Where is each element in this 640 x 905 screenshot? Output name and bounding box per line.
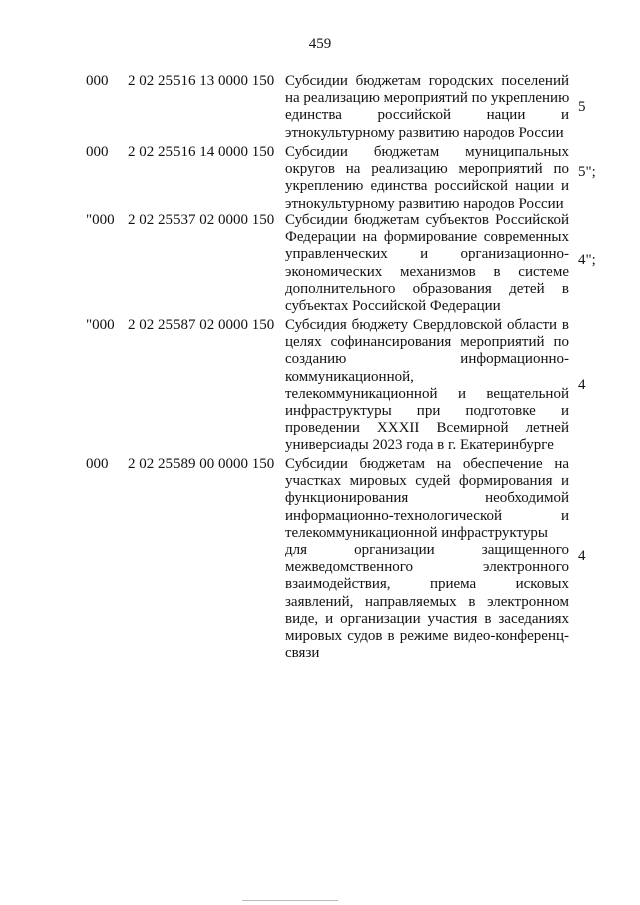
amount-value: 5 [578, 99, 586, 115]
income-name-line: субъектах Российской Федерации [285, 297, 501, 314]
income-name-line: виде, и организации участия в заседаниях [285, 610, 569, 627]
income-name-line: телекоммуникационной и вещательной [285, 385, 569, 402]
amount-value: 5"; [578, 164, 596, 180]
income-name-line: функционирования необходимой [285, 490, 569, 507]
income-name-line: Субсидии бюджетам городских поселений [285, 73, 569, 89]
amount-value: 4 [578, 548, 586, 564]
income-name-line: Субсидия бюджету Свердловской области в [285, 317, 569, 333]
income-name-line: укреплению единства российской нации и [285, 178, 569, 195]
income-name-line: Субсидии бюджетам муниципальных [285, 144, 569, 160]
income-name-line: проведении XXXII Всемирной летней [285, 420, 569, 437]
income-name-line: Субсидии бюджетам на обеспечение на [285, 456, 569, 472]
admin-code: 000 [86, 73, 109, 89]
income-name-line: информационно-технологической и [285, 507, 569, 524]
income-name-line: заявлений, направляемых в электронном [285, 593, 569, 610]
budget-classification-code: 2 02 25516 13 0000 150 [128, 73, 275, 89]
income-name-line: Федерации на формирование современных [285, 229, 569, 246]
income-name [285, 73, 569, 142]
income-name-line: взаимодействия, приема исковых [285, 576, 569, 593]
amount-value: 4"; [578, 252, 596, 268]
income-name [285, 144, 569, 213]
admin-code: "000 [86, 212, 115, 228]
income-name [285, 317, 569, 455]
budget-classification-code: 2 02 25537 02 0000 150 [128, 212, 275, 228]
amount-value: 4 [578, 377, 586, 393]
income-name-line: дополнительного образования детей в [285, 280, 569, 297]
income-name-line: участках мировых судей формирования и [285, 473, 569, 490]
income-name-line: этнокультурному развитию народов России [285, 124, 564, 141]
income-name [285, 212, 569, 315]
income-name-line: Субсидии бюджетам субъектов Российской [285, 212, 569, 228]
budget-classification-code: 2 02 25516 14 0000 150 [128, 144, 275, 160]
income-name-line: мировых судов в режиме видео-конференц- [285, 627, 569, 644]
income-name-line: инфраструктуры при подготовке и [285, 402, 569, 419]
income-name-line: созданию информационно- [285, 351, 569, 368]
scan-edge-divider [242, 900, 338, 901]
budget-classification-code: 2 02 25589 00 0000 150 [128, 456, 275, 472]
income-name [285, 456, 569, 662]
admin-code: "000 [86, 317, 115, 333]
admin-code: 000 [86, 144, 109, 160]
income-name-line: на реализацию мероприятий по укреплению [285, 90, 570, 107]
income-name-line: единства российской нации и [285, 107, 569, 124]
income-name-line: коммуникационной, [285, 368, 414, 385]
income-name-line: для организации защищенного [285, 541, 569, 558]
income-name-line: этнокультурному развитию народов России [285, 195, 564, 212]
budget-classification-code: 2 02 25587 02 0000 150 [128, 317, 275, 333]
income-name-line: экономических механизмов в системе [285, 263, 569, 280]
income-name-line: телекоммуникационной инфраструктуры [285, 524, 548, 541]
income-name-line: связи [285, 645, 320, 662]
income-name-line: целях софинансирования мероприятий по [285, 334, 569, 351]
page-number: 459 [308, 36, 332, 52]
income-name-line: округов на реализацию мероприятий по [285, 161, 569, 178]
admin-code: 000 [86, 456, 109, 472]
income-name-line: межведомственного электронного [285, 559, 569, 576]
income-name-line: управленческих и организационно- [285, 246, 569, 263]
income-name-line: универсиады 2023 года в г. Екатеринбурге [285, 437, 554, 454]
